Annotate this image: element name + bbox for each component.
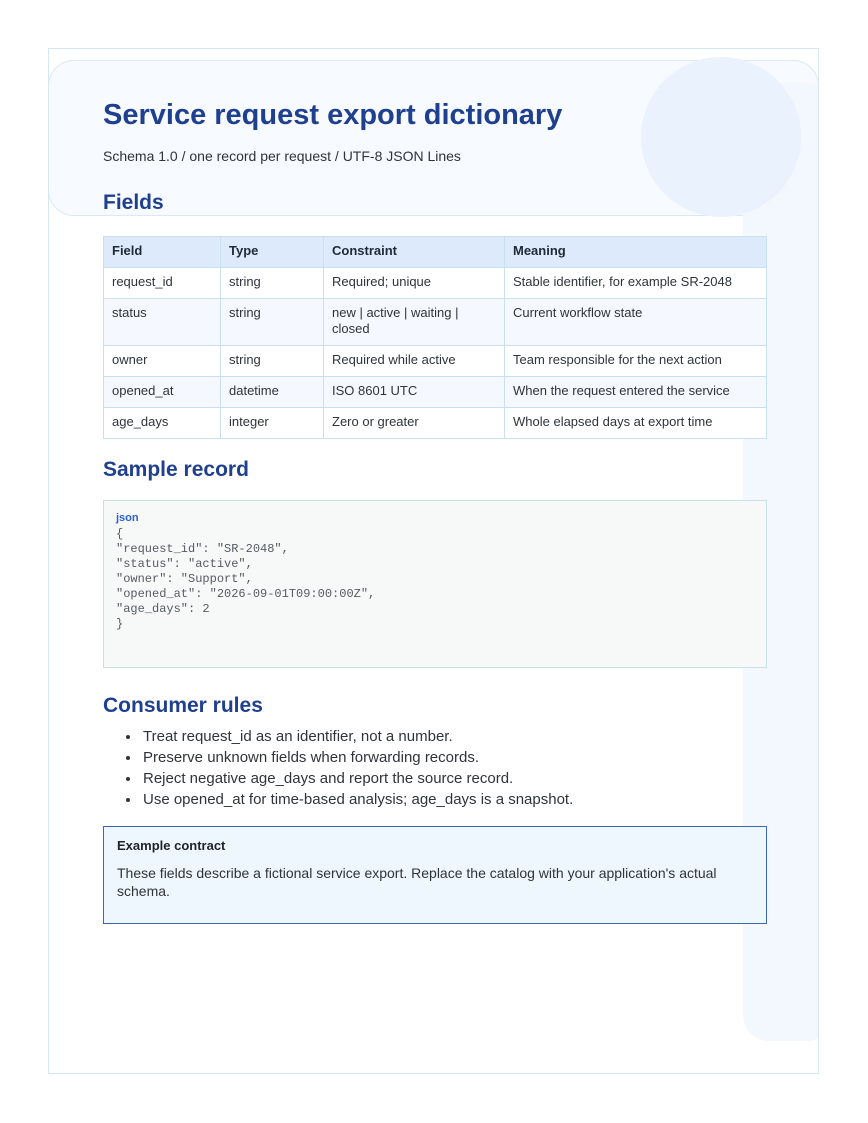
page-title: Service request export dictionary: [103, 99, 563, 131]
code-line: "request_id": "SR-2048",: [116, 542, 289, 556]
cell-field: age_days: [104, 408, 221, 439]
code-line: }: [116, 617, 124, 631]
code-line: {: [116, 527, 124, 541]
column-header-meaning: Meaning: [505, 237, 767, 268]
cell-type: integer: [221, 408, 324, 439]
cell-field: status: [104, 299, 221, 346]
list-item: • Treat request_id as an identifier, not a number.: [141, 726, 573, 747]
column-header-constraint: Constraint: [324, 237, 505, 268]
fields-table: [103, 236, 767, 439]
cell-type: string: [221, 346, 324, 377]
cell-field: opened_at: [104, 377, 221, 408]
cell-type: string: [221, 299, 324, 346]
table-row: [104, 408, 767, 439]
table-row: [104, 268, 767, 299]
code-line: "opened_at": "2026-09-01T09:00:00Z",: [116, 587, 376, 601]
decorative-circle: [641, 57, 801, 217]
page-subtitle: Schema 1.0 / one record per request / UTF-8 JSON Lines: [103, 148, 461, 164]
list-item: • Use opened_at for time-based analysis; age_days is a snapshot.: [141, 789, 573, 810]
column-header-field: Field: [104, 237, 221, 268]
list-item: • Preserve unknown fields when forwarding records.: [141, 747, 573, 768]
cell-constraint: new | active | waiting | closed: [324, 299, 505, 346]
section-heading-consumer-rules: Consumer rules: [103, 694, 263, 717]
code-line: "status": "active",: [116, 557, 253, 571]
cell-constraint: Zero or greater: [324, 408, 505, 439]
table-row: [104, 377, 767, 408]
cell-meaning: Whole elapsed days at export time: [505, 408, 767, 439]
cell-meaning: Current workflow state: [505, 299, 767, 346]
table-row: [104, 299, 767, 346]
cell-meaning: Team responsible for the next action: [505, 346, 767, 377]
callout-title: Example contract: [117, 838, 226, 853]
code-line: "owner": "Support",: [116, 572, 253, 586]
table-header-row: [104, 237, 767, 268]
callout-text: These fields describe a fictional service export. Replace the catalog with your application's actual schema.: [117, 865, 717, 899]
table-row: [104, 346, 767, 377]
example-contract-callout: [103, 826, 767, 924]
section-heading-fields: Fields: [103, 191, 164, 214]
code-language-label: json: [116, 512, 139, 524]
document-page: [48, 48, 819, 1074]
code-block: [103, 500, 767, 668]
cell-type: datetime: [221, 377, 324, 408]
cell-constraint: Required; unique: [324, 268, 505, 299]
cell-field: request_id: [104, 268, 221, 299]
code-line: "age_days": 2: [116, 602, 210, 616]
cell-meaning: Stable identifier, for example SR-2048: [505, 268, 767, 299]
section-heading-sample-record: Sample record: [103, 458, 249, 481]
cell-field: owner: [104, 346, 221, 377]
cell-type: string: [221, 268, 324, 299]
column-header-type: Type: [221, 237, 324, 268]
consumer-rules-list: [123, 726, 573, 810]
cell-meaning: When the request entered the service: [505, 377, 767, 408]
cell-constraint: Required while active: [324, 346, 505, 377]
cell-constraint: ISO 8601 UTC: [324, 377, 505, 408]
list-item: • Reject negative age_days and report the source record.: [141, 768, 573, 789]
